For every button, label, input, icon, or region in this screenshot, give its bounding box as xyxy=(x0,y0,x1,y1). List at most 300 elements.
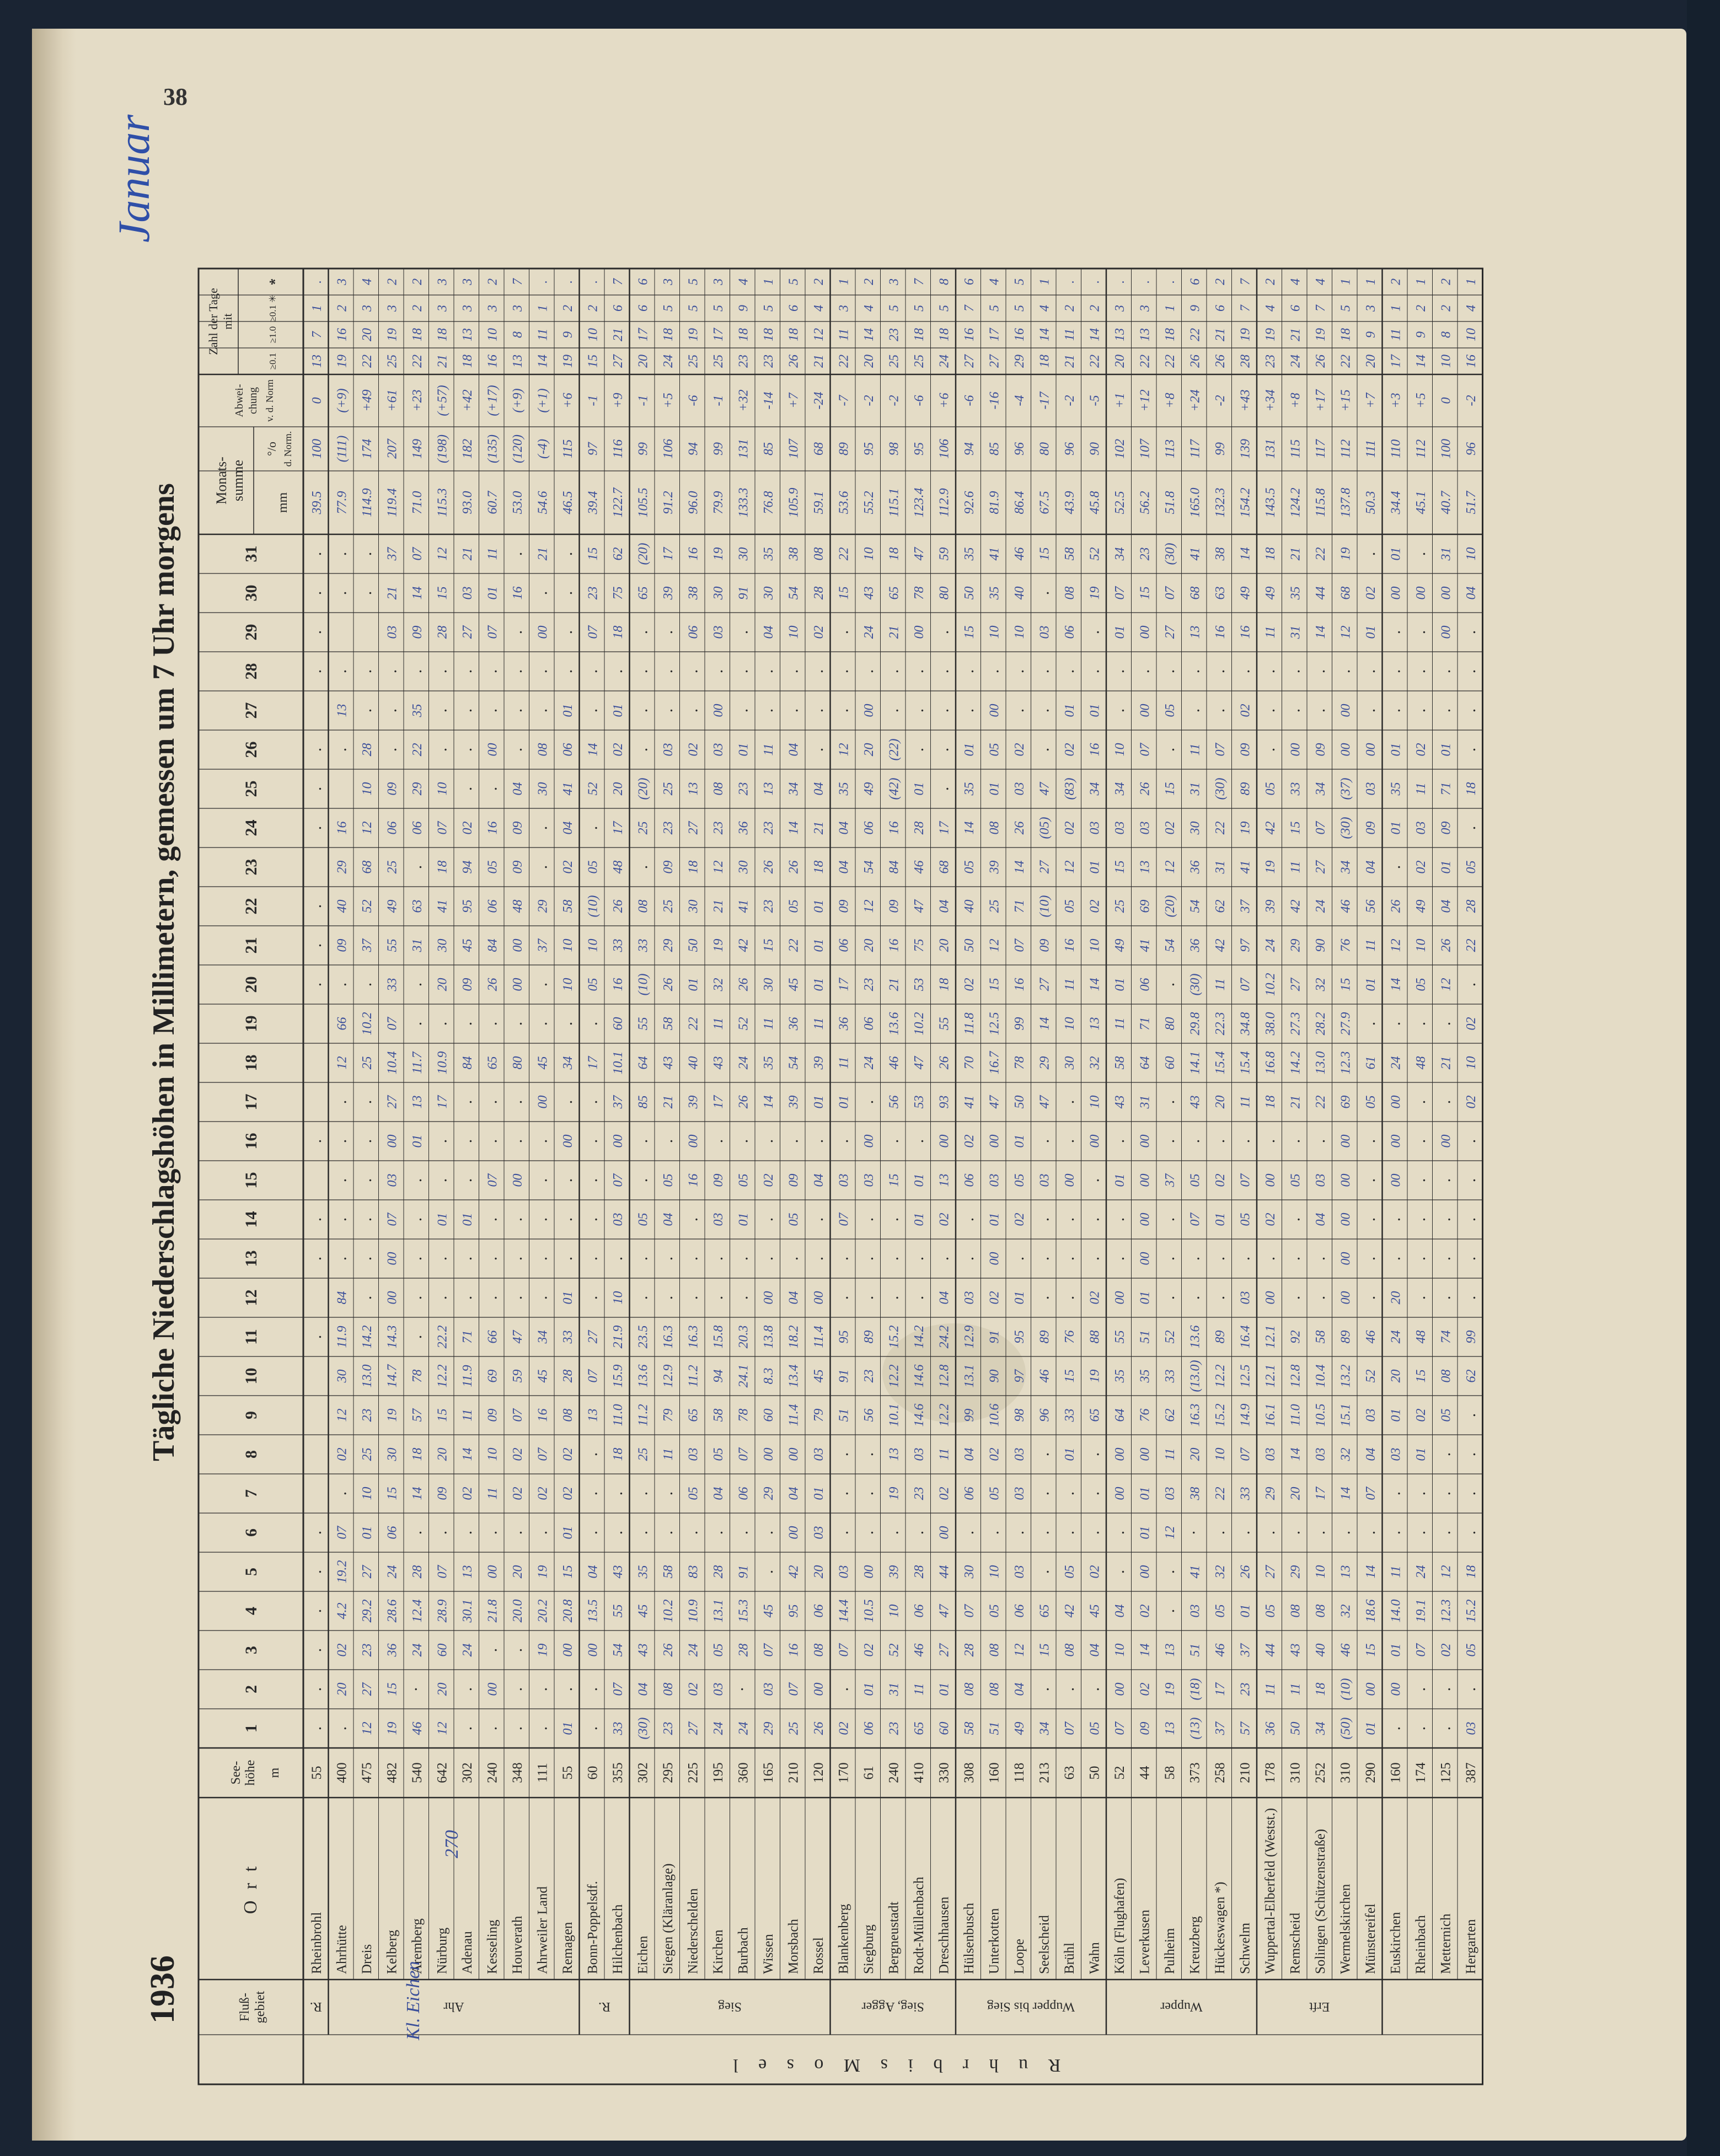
tage-count: 22 xyxy=(1138,355,1153,368)
monatssumme-mm: 56.2 xyxy=(1138,491,1153,514)
precip-value: 01 xyxy=(1389,1408,1403,1422)
precip-value: . xyxy=(557,551,576,556)
station-name: Remagen xyxy=(560,1922,575,1974)
monatssumme-pct: 68 xyxy=(811,442,826,455)
precip-value: 01 xyxy=(560,1291,575,1305)
precip-value: . xyxy=(406,865,425,870)
precip-value: 49 xyxy=(1238,586,1253,600)
precip-value: 06 xyxy=(861,821,876,835)
precip-value: 52 xyxy=(736,1017,751,1031)
precip-value: . xyxy=(1034,1530,1053,1535)
precip-value: 35 xyxy=(410,704,425,717)
precip-value: 01 xyxy=(1238,1604,1253,1618)
tage-count: 26 xyxy=(1188,355,1203,368)
precip-value: 14.2 xyxy=(912,1325,926,1349)
station-name: Dreschhausen xyxy=(936,1896,952,1974)
precip-value: 15.4 xyxy=(1238,1051,1253,1075)
precip-value: . xyxy=(1385,1021,1404,1026)
precip-value: . xyxy=(557,630,576,635)
station-name: Morsbach xyxy=(786,1919,801,1974)
precip-value: 18 xyxy=(686,860,701,874)
precip-value: . xyxy=(1159,1295,1178,1300)
precip-value: 29 xyxy=(1037,1056,1052,1070)
tage-count: 27 xyxy=(962,355,977,368)
page-title: Tägliche Niederschlagshöhen in Millimetern, gemessen um 7 Uhr morgens xyxy=(147,483,181,1461)
precip-value: 48 xyxy=(610,860,625,874)
precip-value: 12 xyxy=(435,547,450,561)
precip-value: 10 xyxy=(610,1291,625,1305)
precip-value: 03 xyxy=(1112,821,1127,835)
precip-value: 51 xyxy=(1188,1643,1203,1657)
precip-value: 10 xyxy=(1213,1447,1228,1461)
precip-value: . xyxy=(582,1021,601,1026)
precip-value: 33 xyxy=(385,978,400,991)
tage-count: . xyxy=(1162,280,1177,283)
precip-value: 11 xyxy=(1238,1096,1253,1108)
precip-value: . xyxy=(833,630,852,635)
precip-value: 24 xyxy=(861,625,876,639)
abweichung-value: 0 xyxy=(309,397,324,404)
precip-value: 14 xyxy=(1363,1565,1378,1579)
precip-value: 20 xyxy=(1389,1369,1403,1383)
precip-value: 01 xyxy=(1087,704,1102,717)
station-hoehe: 400 xyxy=(334,1762,350,1783)
precip-value: 14.7 xyxy=(385,1364,400,1388)
precip-value: . xyxy=(482,1726,501,1731)
precip-value: 31 xyxy=(1439,547,1454,561)
precip-value: 43 xyxy=(1288,1643,1303,1657)
precip-value: 13 xyxy=(410,1095,425,1109)
precip-value: 38 xyxy=(1188,1487,1203,1500)
precip-value: 13.2 xyxy=(1338,1364,1353,1388)
tage-count: 26 xyxy=(1213,355,1228,368)
tage-count: 20 xyxy=(1363,355,1378,368)
precip-value: 00 xyxy=(1138,625,1153,639)
precip-value: 16 xyxy=(1238,625,1253,639)
precip-value: 27 xyxy=(1288,978,1303,991)
precip-value: 05 xyxy=(1363,1095,1378,1109)
precip-value: . xyxy=(1310,1139,1328,1144)
precip-value: . xyxy=(557,669,576,674)
precip-value: . xyxy=(532,669,551,674)
abweichung-value: +6 xyxy=(560,393,575,409)
station-name: Hückeswagen *) xyxy=(1212,1881,1228,1974)
precip-value: . xyxy=(1385,1217,1404,1222)
monatssumme-pct: (-4) xyxy=(535,439,550,459)
station-name: Bergneustadt xyxy=(886,1901,902,1974)
precip-value: 35 xyxy=(1138,1369,1153,1383)
precip-value: 06 xyxy=(837,938,851,952)
precip-value: 35 xyxy=(1288,586,1303,600)
day-header-16: 16 xyxy=(242,1133,260,1150)
precip-value: . xyxy=(1460,1687,1479,1692)
precip-value: . xyxy=(1059,669,1078,674)
abweichung-value: -7 xyxy=(837,395,851,406)
precip-value: 02 xyxy=(937,1487,952,1500)
precip-value: 07 xyxy=(485,625,500,639)
precip-value: 49 xyxy=(1012,1721,1027,1735)
precip-value: 49 xyxy=(861,782,876,796)
precip-value: 69 xyxy=(1338,1095,1353,1109)
abweichung-value: +8 xyxy=(1162,393,1177,409)
precip-value: 43 xyxy=(1188,1095,1203,1109)
precip-value: 39 xyxy=(887,1565,902,1579)
precip-value: 01 xyxy=(1062,704,1077,717)
station-hoehe: 330 xyxy=(936,1762,952,1783)
precip-value: . xyxy=(883,1139,902,1144)
precip-value: . xyxy=(331,591,350,596)
precip-value: 05 xyxy=(711,1447,726,1461)
tage-count: 2 xyxy=(861,278,876,285)
precip-value: 14 xyxy=(761,1095,776,1109)
precip-value: 02 xyxy=(1238,704,1253,717)
precip-value: 15 xyxy=(761,938,776,952)
precip-value: 15 xyxy=(1112,860,1127,874)
precip-value: 16 xyxy=(535,1408,550,1422)
precip-value: 18 xyxy=(1263,1095,1278,1109)
tage-count: 29 xyxy=(1012,355,1027,368)
precip-value: 03 xyxy=(837,1173,851,1187)
precip-value: 13 xyxy=(586,1408,601,1422)
abweichung-value: +9 xyxy=(610,393,625,409)
tage-count: 19 xyxy=(335,355,350,368)
header-tage-4: 🞲 xyxy=(267,278,278,285)
precip-value: 53 xyxy=(912,978,926,991)
monatssumme-mm: 137.8 xyxy=(1338,487,1353,518)
precip-value: 01 xyxy=(1439,860,1454,874)
precip-value: 10.6 xyxy=(987,1403,1002,1427)
precip-value: 32 xyxy=(1087,1056,1102,1070)
precip-value: . xyxy=(382,747,400,752)
precip-value: 48 xyxy=(510,899,525,913)
precip-value: 58 xyxy=(1313,1330,1328,1344)
tage-count: 2 xyxy=(485,278,500,285)
precip-value: 01 xyxy=(1363,1721,1378,1735)
precip-value: 01 xyxy=(912,1213,926,1226)
precip-value: 30 xyxy=(761,586,776,600)
precip-value: 01 xyxy=(811,899,826,913)
precip-value: . xyxy=(1410,708,1429,713)
precip-value: 91 xyxy=(837,1369,851,1383)
precip-value: 07 xyxy=(385,1213,400,1226)
precip-value: 00 xyxy=(786,1447,801,1461)
tage-count: 7 xyxy=(1238,305,1253,312)
precip-value: 09 xyxy=(1138,1721,1153,1735)
river-group-label: Sieg xyxy=(718,1999,742,2014)
precip-value: 99 xyxy=(962,1408,977,1422)
precip-value: (05) xyxy=(1037,817,1052,839)
header-seehoehe-unit: m xyxy=(267,1767,282,1778)
precip-value: 69 xyxy=(485,1369,500,1383)
tage-count: . xyxy=(1138,280,1153,283)
precip-value: 26 xyxy=(661,1643,676,1657)
precip-value: 07 xyxy=(586,1369,601,1383)
monatssumme-pct: (111) xyxy=(335,435,350,463)
station-name: Nürburg xyxy=(435,1927,450,1974)
precip-value: 00 xyxy=(1439,625,1454,639)
precip-value: . xyxy=(532,982,551,987)
tage-count: 4 xyxy=(811,305,826,312)
precip-value: . xyxy=(908,708,927,713)
tage-count: 13 xyxy=(309,355,324,368)
precip-value: 41 xyxy=(435,899,450,913)
precip-value: 01 xyxy=(811,938,826,952)
precip-value: 18 xyxy=(887,547,902,561)
precip-value: 58 xyxy=(560,899,575,913)
precip-value: 09 xyxy=(510,860,525,874)
precip-value: 15 xyxy=(586,547,601,561)
precip-value: 04 xyxy=(786,1291,801,1305)
precip-value: 08 xyxy=(811,547,826,561)
precip-value: . xyxy=(1385,1256,1404,1261)
precip-value: 29 xyxy=(761,1487,776,1500)
precip-value: 00 xyxy=(1087,1134,1102,1148)
tage-count: 17 xyxy=(1389,355,1403,368)
tage-count: 1 xyxy=(837,278,851,285)
precip-value: . xyxy=(1460,1217,1479,1222)
precip-value: 47 xyxy=(1037,1095,1052,1109)
precip-value: 19 xyxy=(1162,1682,1177,1696)
precip-value: 23 xyxy=(1138,547,1153,561)
precip-value: 06 xyxy=(861,1721,876,1735)
precip-value: . xyxy=(858,1530,877,1535)
precip-value: 07 xyxy=(837,1643,851,1657)
precip-value: 68 xyxy=(1338,586,1353,600)
monatssumme-pct: 94 xyxy=(686,442,701,455)
precip-value: . xyxy=(883,1256,902,1261)
precip-value: 01 xyxy=(1413,1447,1428,1461)
precip-value: 71 xyxy=(460,1330,475,1344)
precip-value: . xyxy=(1059,1295,1078,1300)
precip-value: . xyxy=(657,630,676,635)
precip-value: 11 xyxy=(1062,978,1077,991)
precip-value: . xyxy=(582,1256,601,1261)
precip-value: 33 xyxy=(636,938,651,952)
precip-value: . xyxy=(457,708,475,713)
monatssumme-mm: 122.7 xyxy=(610,487,625,518)
precip-value: 41 xyxy=(987,547,1002,561)
river-group-label: Wupper bis Sieg xyxy=(987,1999,1075,2014)
precip-value: 03 xyxy=(1363,782,1378,796)
precip-value: 14 xyxy=(1338,1487,1353,1500)
precip-value: . xyxy=(582,1726,601,1731)
precip-value: 20.8 xyxy=(560,1599,575,1623)
monatssumme-mm: 154.2 xyxy=(1238,487,1253,518)
precip-value: 12 xyxy=(1062,860,1077,874)
precip-value: . xyxy=(482,1648,501,1653)
precip-value: 02 xyxy=(535,1487,550,1500)
precip-value: 47 xyxy=(937,1604,952,1618)
precip-value: 39 xyxy=(786,1095,801,1109)
abweichung-value: +32 xyxy=(736,389,751,412)
precip-value: 03 xyxy=(1012,1487,1027,1500)
precip-value: 10.4 xyxy=(1313,1364,1328,1388)
tage-count: 7 xyxy=(1313,305,1328,312)
station-hoehe: 302 xyxy=(459,1762,475,1783)
precip-value: . xyxy=(1460,982,1479,987)
precip-value: 12 xyxy=(1439,978,1454,991)
station-name: Siegburg xyxy=(861,1924,876,1974)
precip-value: 10 xyxy=(1112,1643,1127,1657)
precip-value: . xyxy=(507,1217,526,1222)
precip-value: 00 xyxy=(1138,1447,1153,1461)
precip-value: . xyxy=(833,1256,852,1261)
precip-value: 14 xyxy=(786,821,801,835)
precip-value: 00 xyxy=(1389,1682,1403,1696)
tage-count: 2 xyxy=(811,278,826,285)
precip-value: 84 xyxy=(887,860,902,874)
precip-value: 12 xyxy=(435,1721,450,1735)
precip-value: 25 xyxy=(360,1447,374,1461)
monatssumme-mm: 112.9 xyxy=(937,488,952,517)
tage-count: 3 xyxy=(1112,305,1127,312)
precip-value: 34 xyxy=(535,1330,550,1344)
precip-value: 17 xyxy=(610,821,625,835)
precip-value: 07 xyxy=(1012,938,1027,952)
precip-value: 09 xyxy=(1313,743,1328,757)
station-hoehe: 642 xyxy=(435,1762,450,1783)
station-hoehe: 63 xyxy=(1062,1766,1077,1780)
precip-value: 50 xyxy=(962,938,977,952)
precip-value: 55 xyxy=(610,1604,625,1618)
precip-value: 01 xyxy=(460,1213,475,1226)
abweichung-value: -14 xyxy=(761,391,776,410)
precip-value: . xyxy=(908,747,927,752)
precip-value: 78 xyxy=(736,1408,751,1422)
precip-value: 99 xyxy=(1464,1330,1478,1344)
station-hoehe: 125 xyxy=(1438,1762,1454,1783)
precip-value: 80 xyxy=(1162,1017,1177,1031)
precip-value: . xyxy=(582,1217,601,1222)
tage-count: 4 xyxy=(1288,278,1303,285)
precip-value: . xyxy=(633,1178,651,1183)
precip-value: 09 xyxy=(1439,821,1454,835)
precip-value: 07 xyxy=(435,1565,450,1579)
monatssumme-pct: 113 xyxy=(1162,439,1177,459)
tage-count: 27 xyxy=(987,355,1002,368)
monatssumme-mm: 59.1 xyxy=(811,491,826,514)
precip-value: 37 xyxy=(1213,1721,1228,1735)
precip-value: . xyxy=(1084,1178,1103,1183)
precip-value: . xyxy=(532,708,551,713)
precip-value: . xyxy=(984,669,1003,674)
precip-value: 01 xyxy=(912,1173,926,1187)
tage-count: 14 xyxy=(535,355,550,368)
precip-value: 12.1 xyxy=(1263,1364,1278,1388)
precip-value: 02 xyxy=(1439,1643,1454,1657)
precip-value: 64 xyxy=(1138,1056,1153,1070)
station-hoehe: 540 xyxy=(409,1762,425,1783)
precip-value: . xyxy=(306,1217,325,1222)
precip-value: . xyxy=(457,669,475,674)
precip-value: . xyxy=(1410,630,1429,635)
precip-value: . xyxy=(1360,1217,1379,1222)
precip-value: 16.4 xyxy=(1238,1325,1253,1349)
precip-value: 08 xyxy=(987,1682,1002,1696)
precip-value: . xyxy=(356,669,375,674)
precip-value: 45 xyxy=(636,1604,651,1618)
monatssumme-mm: 53.6 xyxy=(837,491,851,514)
precip-value: 02 xyxy=(335,1643,350,1657)
tage-count: 1 xyxy=(1162,305,1177,312)
precip-value: 03 xyxy=(1012,1565,1027,1579)
precip-value: . xyxy=(406,982,425,987)
precip-value: 07 xyxy=(335,1526,350,1540)
precip-value: 15 xyxy=(435,1408,450,1422)
precip-value: 66 xyxy=(335,1017,350,1031)
precip-value: 28 xyxy=(912,821,926,835)
precip-value: . xyxy=(582,1530,601,1535)
abweichung-value: -6 xyxy=(686,395,701,406)
precip-value: . xyxy=(1410,1139,1429,1144)
station-name: Münstereifel xyxy=(1363,1903,1378,1974)
precip-value: 30 xyxy=(335,1369,350,1383)
tage-count: 13 xyxy=(1112,328,1127,341)
precip-value: 02 xyxy=(460,1487,475,1500)
precip-value: 15 xyxy=(887,1173,902,1187)
precip-value: 00 xyxy=(761,1291,776,1305)
precip-value: 15 xyxy=(385,1487,400,1500)
precip-value: . xyxy=(432,669,451,674)
precip-value: 19 xyxy=(887,1487,902,1500)
precip-value: 32 xyxy=(1338,1447,1353,1461)
precip-value: 01 xyxy=(360,1526,374,1540)
precip-value: . xyxy=(733,630,752,635)
tage-count: 19 xyxy=(686,328,701,341)
tage-count: 18 xyxy=(912,328,926,341)
precip-value: 54 xyxy=(1188,899,1203,913)
precip-value: 38.0 xyxy=(1263,1012,1278,1036)
abweichung-value: +43 xyxy=(1238,389,1253,412)
precip-value: 06 xyxy=(811,1604,826,1618)
precip-value: . xyxy=(1059,1687,1078,1692)
precip-value: . xyxy=(1185,1139,1203,1144)
precip-value: 22 xyxy=(1313,1095,1328,1109)
precip-value: 02 xyxy=(460,821,475,835)
precip-value: 12 xyxy=(1162,1526,1177,1540)
station-name: Euskirchen xyxy=(1388,1912,1403,1974)
abweichung-value: +7 xyxy=(1363,393,1378,409)
precip-value: 02 xyxy=(861,1643,876,1657)
tage-count: 21 xyxy=(1288,328,1303,341)
monatssumme-mm: 115.3 xyxy=(435,488,450,517)
precip-value: . xyxy=(532,865,551,870)
tage-count: 28 xyxy=(1238,355,1253,368)
precip-value: 13.1 xyxy=(962,1364,977,1388)
precip-value: 52 xyxy=(586,782,601,796)
precip-value: 02 xyxy=(686,1682,701,1696)
precip-value: . xyxy=(356,1256,375,1261)
precip-value: 02 xyxy=(1062,743,1077,757)
precip-value: . xyxy=(507,1530,526,1535)
precip-value: . xyxy=(934,747,952,752)
tage-count: 6 xyxy=(1288,305,1303,312)
precip-value: 15 xyxy=(385,1682,400,1696)
precip-value: . xyxy=(1034,1452,1053,1457)
station-name: Aremberg xyxy=(409,1918,425,1974)
precip-value: 15 xyxy=(1162,782,1177,796)
precip-value: 03 xyxy=(1363,1408,1378,1422)
abweichung-value: 0 xyxy=(1439,397,1454,404)
precip-value: (13.0) xyxy=(1188,1360,1203,1392)
precip-value: 50 xyxy=(962,586,977,600)
precip-value: 02 xyxy=(335,1447,350,1461)
precip-value: 14 xyxy=(410,1487,425,1500)
precip-value: . xyxy=(406,669,425,674)
precip-value: . xyxy=(457,1021,475,1026)
precip-value: . xyxy=(1235,1530,1253,1535)
precip-value: 07 xyxy=(1062,1721,1077,1735)
